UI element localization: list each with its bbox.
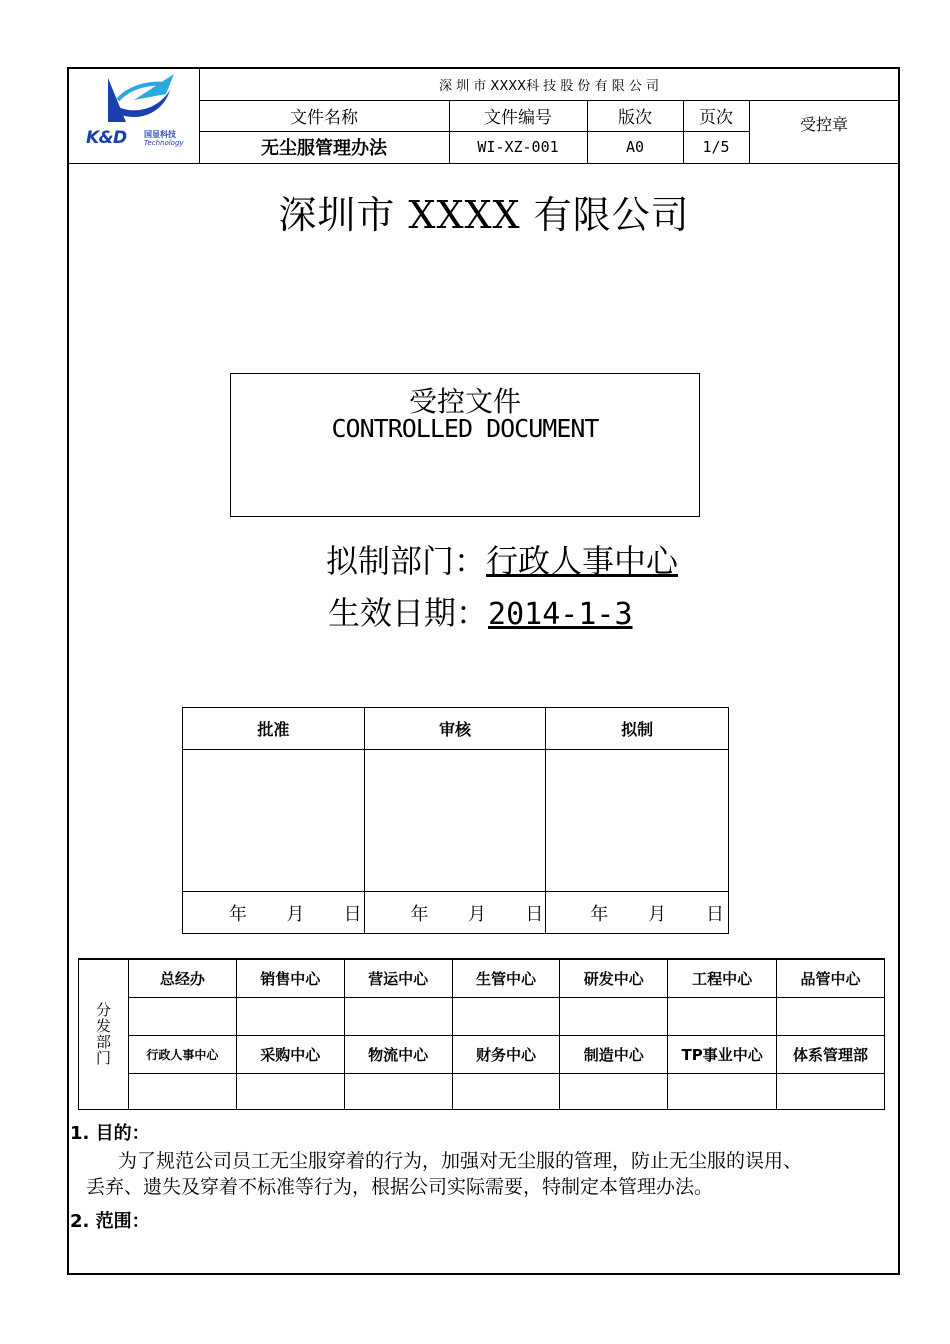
dist-r2-c5: 制造中心	[560, 1035, 668, 1073]
logo-en-text: Technology	[144, 139, 184, 147]
section-2-heading: 2. 范围：	[70, 1211, 150, 1232]
value-page: 1/5	[702, 138, 730, 156]
approval-date-approve[interactable]: 年 月 日	[183, 892, 365, 934]
date-label: 生效日期：	[328, 594, 489, 632]
approval-sign-draft[interactable]	[546, 750, 729, 892]
dept-line	[326, 536, 678, 582]
page-title: 深圳市 XXXX 有限公司	[278, 193, 690, 237]
dist-r2-c2-sign[interactable]	[236, 1073, 344, 1109]
section-1-body-line1: 为了规范公司员工无尘服穿着的行为，加强对无尘服的管理，防止无尘服的误用、	[118, 1150, 803, 1172]
dist-r1-c6-sign[interactable]	[668, 997, 777, 1035]
logo-cn-text: 国显科技	[144, 130, 176, 139]
approval-sign-approve[interactable]	[183, 750, 365, 892]
label-page: 页次	[699, 108, 733, 128]
distribution-table	[78, 958, 885, 1110]
dist-r1-c3: 营运中心	[344, 959, 452, 997]
stamp-label: 受控章	[799, 114, 848, 134]
approval-date-review[interactable]: 年 月 日	[364, 892, 546, 934]
section-1-heading: 1. 目的：	[70, 1123, 150, 1144]
approval-date-draft[interactable]: 年 月 日	[546, 892, 729, 934]
dist-r1-c5-sign[interactable]	[560, 997, 668, 1035]
dist-r1-c2: 销售中心	[236, 959, 344, 997]
approval-header-draft: 拟制	[546, 708, 729, 750]
approval-header-approve: 批准	[183, 708, 365, 750]
dist-r2-c7-sign[interactable]	[777, 1073, 885, 1109]
controlled-document-box	[230, 373, 700, 517]
date-value: 2014-1-3	[488, 597, 633, 632]
label-version: 版次	[618, 108, 652, 128]
date-line	[328, 588, 651, 634]
dept-label: 拟制部门：	[326, 542, 487, 580]
dist-r2-c7: 体系管理部	[777, 1035, 885, 1073]
dist-r2-c3-sign[interactable]	[344, 1073, 452, 1109]
approval-header-review: 审核	[364, 708, 546, 750]
approval-table	[182, 707, 729, 934]
dist-r2-c6-sign[interactable]	[668, 1073, 777, 1109]
value-version: A0	[625, 138, 645, 156]
dist-r1-c2-sign[interactable]	[236, 997, 344, 1035]
distribution-side-label-cell	[79, 959, 129, 1109]
header-company-name: 深 圳 市 XXXX科 技 股 份 有 限 公 司	[439, 79, 659, 94]
dist-r1-c1: 总经办	[128, 959, 236, 997]
value-file-name: 无尘服管理办法	[261, 138, 387, 159]
dist-r1-c4-sign[interactable]	[452, 997, 560, 1035]
dist-r1-c5: 研发中心	[560, 959, 668, 997]
dist-r2-c1-sign[interactable]	[128, 1073, 236, 1109]
logo-mark-icon	[78, 70, 196, 132]
dist-r2-c2: 采购中心	[236, 1035, 344, 1073]
approval-sign-review[interactable]	[364, 750, 546, 892]
value-file-number: WI-XZ-001	[477, 138, 559, 156]
dist-r1-c4: 生管中心	[452, 959, 560, 997]
dist-r2-c6: TP事业中心	[668, 1035, 777, 1073]
dist-r1-c6: 工程中心	[668, 959, 777, 997]
dist-r2-c1: 行政人事中心	[128, 1035, 236, 1073]
company-logo	[78, 70, 196, 160]
controlled-en: CONTROLLED DOCUMENT	[331, 414, 599, 443]
dist-r2-c4-sign[interactable]	[452, 1073, 560, 1109]
controlled-cn: 受控文件	[408, 385, 521, 418]
dist-r1-c7-sign[interactable]	[777, 997, 885, 1035]
dist-r2-c3: 物流中心	[344, 1035, 452, 1073]
dist-r2-c5-sign[interactable]	[560, 1073, 668, 1109]
dist-r1-c1-sign[interactable]	[128, 997, 236, 1035]
dist-r1-c7: 品管中心	[777, 959, 885, 997]
distribution-side-label: 分发部门	[95, 1001, 111, 1068]
section-1-body-line2: 丢弃、遗失及穿着不标准等行为，根据公司实际需要，特制定本管理办法。	[86, 1176, 714, 1198]
label-file-number: 文件编号	[484, 108, 552, 128]
label-file-name: 文件名称	[290, 108, 358, 128]
dist-r1-c3-sign[interactable]	[344, 997, 452, 1035]
dist-r2-c4: 财务中心	[452, 1035, 560, 1073]
dept-value: 行政人事中心	[486, 542, 679, 580]
logo-text: K&D	[86, 128, 127, 148]
